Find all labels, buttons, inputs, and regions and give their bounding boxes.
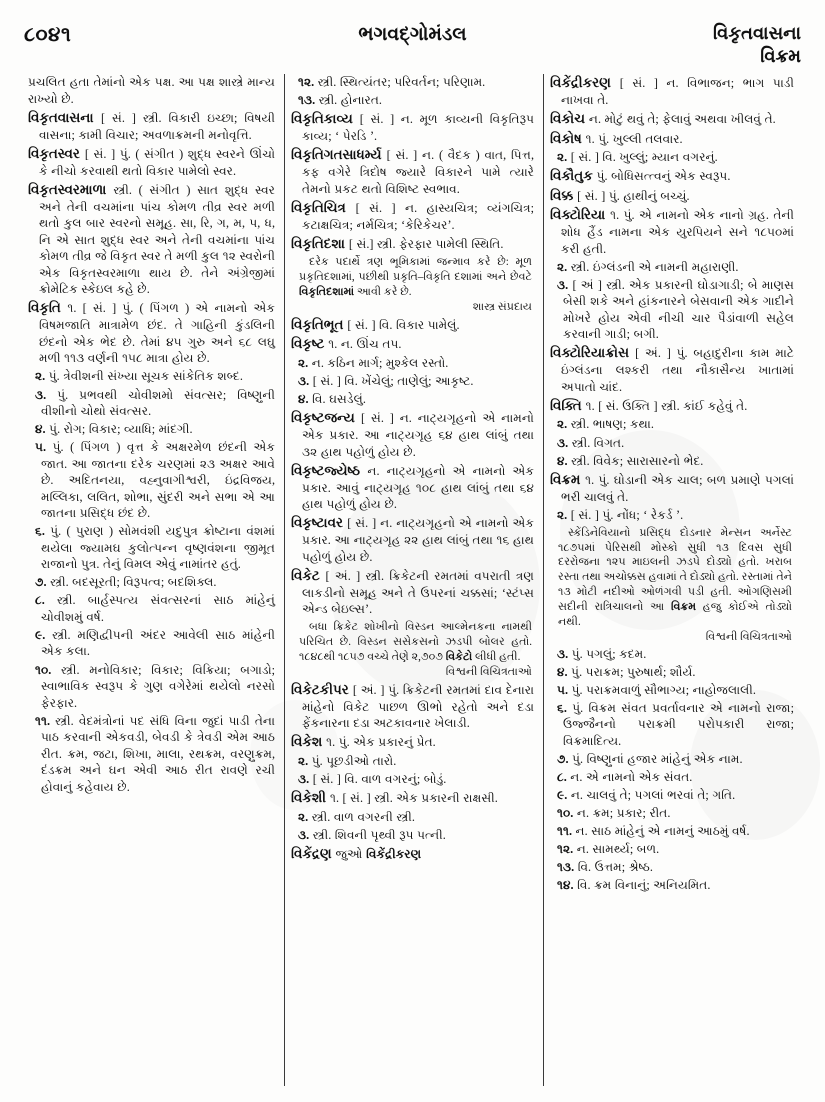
dictionary-entry [291, 235, 534, 253]
entry-headword: વિકેશ [291, 734, 327, 750]
quotation-source: વિશ્વની વિચિત્રતાઓ [445, 665, 532, 678]
entry-definition: [ સં. ] ન. ( વૈદક ) વાત, પિત્ત, કફ વગેરે ત્રિદોષ જ્યારે વિકારને પામે ત્યારે તેમનો પ્રકટ થતો વિશિષ્ટ સ્વભાવ. [302, 148, 534, 196]
entry-definition: જુઓ વિકેંદ્રીકરણ [335, 846, 422, 861]
dictionary-entry [550, 344, 794, 395]
dictionary-entry [291, 316, 534, 334]
entry-sense: ૬. પું. ( પુરાણ ) સોમવંશી યદુપુત્ર ક્રોષ્ટાના વંશમાં થયેલા જ્યામઘ કુલોત્પન્ન વૃષ્ણવંશના જીમૂત રાજાનો પુત્ર. તેનું વિમલ એવું નામાંતર હતું. [35, 524, 275, 572]
entry-definition: પું. બોધિસત્ત્વનું એક સ્વરૂપ. [596, 169, 731, 184]
page-folio-number: ૮૦૪૧ [24, 24, 72, 46]
sense-number: ૧૧. [557, 823, 576, 838]
sense-number: ૧૪. [557, 878, 578, 893]
entry-sense: ૧૩. વિ. ઉત્તમ; શ્રેષ્ઠ. [557, 860, 653, 875]
entry-definition: [ અં. ] પું. ક્રિકેટની રમતમાં દાવ દેનારા માંહેનો વિકેટ પાછળ ઊભો રહેતો અને દડા ફેંકનારના દડા અટકાવનાર ખેલાડી. [302, 682, 534, 731]
sense-number: ૨. [557, 507, 571, 522]
entry-sense: ૧૧. સ્ત્રી. વેદમંત્રોનાં પદ સંધિ વિના જુદાં પાડી તેના પાઠ કરવાની એકવડી, બેવડી કે ત્રેવડી એમ આઠ રીત. ક્રમ, જટા, શિખા, માલા, રથક્રમ, વરણુક્રમ, દંડક્રમ અને ઘન એવી આઠ રીત રાવણે રચી હોવાનું કહેવાય છે. [35, 713, 275, 794]
sense-number: ૬. [557, 700, 573, 715]
entry-definition: [ સં. ] ન. મૂળ કાવ્યની વિકૃતિરૂપ કાવ્ય; ‘ પેરડિ ’. [302, 112, 534, 144]
entry-sense: ૨. સ્ત્રી. ભાષણ; કથા. [557, 417, 654, 432]
entry-headword: વિકૃતિગતસાધર્મ્ય [291, 147, 387, 163]
entry-headword: વિકૃતિદશા [291, 235, 349, 251]
sense-number: ૧૦. [35, 662, 62, 677]
entry-headword: વિકૃતસ્વરમાળા [28, 181, 114, 197]
entry-headword: વિકૃતિભૂત [291, 316, 348, 332]
sense-number: ૩. [557, 435, 572, 450]
dictionary-entry [28, 145, 275, 180]
entry-sense: ૭. સ્ત્રી. બદસૂરતી; વિરૂપત્વ; બદશિક્લ. [35, 575, 217, 590]
sense-number: ૨. [298, 753, 312, 768]
entry-sense: ૩. [ સં. ] વિ. ખેંચેલું; તાણેલું; આકૃષ્ટ. [298, 373, 474, 388]
emphasised-term: વિકેટો [445, 650, 473, 663]
sense-number: ૮. [557, 769, 571, 784]
entry-definition: ૧. પું. ખુલ્લી તલવાર. [585, 131, 683, 146]
dictionary-entry [291, 789, 534, 807]
entry-sense: ૨. ન. કઠિન માર્ગ; મુશ્કેલ રસ્તો. [298, 355, 449, 370]
entry-definition: [ અં. ] સ્ત્રી. ક્રિકેટની રમતમાં વપરાતી ત્રણ લાકડીનો સમૂહ અને તે ઉપરનાં ચક્કસાં; ‘સ્ટંપ્સ એન્ડ બેઇલ્સ’. [302, 568, 535, 617]
sense-number: ૨. [557, 150, 571, 165]
entry-sense: ૨. પું. ત્રેવીશની સંખ્યા સૂચક સાંકેતિક શબ્દ. [35, 369, 243, 384]
quotation-source: શાસ્ત્ર સંપ્રદાય [472, 300, 532, 313]
entry-definition: ૧. પું. એક પ્રકારનું પ્રેત. [326, 735, 436, 750]
continued-text: પ્રચલિત હતા તેમાંનો એક પક્ષ. આ પક્ષ શાસ્ત્રે માન્ય રાખ્યો છે. [28, 75, 275, 106]
sense-number: ૧૩. [557, 860, 578, 875]
emphasised-term: વિકૃતિદશામાં [299, 285, 355, 298]
entry-definition: ૧. [ સં. ઉક્તિ ] સ્ત્રી. કાંઈ કહેવું તે. [585, 398, 748, 413]
entry-headword: વિકોષ [550, 130, 586, 146]
dictionary-entry [550, 397, 794, 415]
sense-number: ૧૦. [557, 805, 577, 820]
entry-headword: વિકૃતસ્વર [28, 145, 85, 161]
entry-sense: ૯. ન. ચાલવું તે; પગલાં ભરવાં તે; ગતિ. [557, 787, 736, 802]
sense-number: ૩. [35, 387, 58, 402]
dictionary-entry [550, 187, 794, 205]
dictionary-entry [28, 181, 275, 298]
sense-number: ૪. [298, 391, 313, 406]
entry-headword: વિક્ક [550, 187, 578, 203]
guide-word-last: વિક્રમ [760, 46, 801, 67]
sense-number: ૨. [557, 417, 571, 432]
entry-sense: ૩. સ્ત્રી. વિગત. [557, 435, 625, 450]
dictionary-title: ભગવદ્ગોમંડલ [358, 24, 467, 45]
entry-sense: ૩. પું. પ્રભવથી ચોવીશમો સંવત્સર; વિષ્ણુની વીશીનો ચોથો સંવત્સર. [35, 387, 275, 419]
entry-definition: [ સં. ] પું. ( સંગીત ) શુદ્ધ સ્વરને ઊંચો કે નીચો કરવાથી થતો વિકાર પામેલો સ્વર. [39, 146, 275, 178]
sense-number: ૩. [298, 827, 313, 842]
entry-headword: વિકૃષ્ટજ્યેષ્ઠ [291, 462, 368, 478]
sense-number: ૨. [298, 809, 312, 824]
dictionary-entry [291, 681, 534, 732]
emphasised-term: વિકેંદ્રીકરણ [366, 846, 422, 861]
entry-sense: ૮. ન. એ નામનો એક સંવત. [557, 769, 693, 784]
entry-definition: [ સં. ] ન. વિભાજન; ભાગ પાડી નાખવા તે. [561, 76, 794, 108]
entry-definition: ન. મોટું થવું તે; ફેલાવું અથવા ખીલવું તે. [588, 112, 776, 127]
dictionary-entry [291, 567, 534, 618]
entry-sense: ૫. પું. ( પિંગળ ) વૃત્ત કે અક્ષરમેળ છંદની એક જાત. આ જાતના દરેક ચરણમાં ૨૩ અક્ષર આવે છે. અદિતનયા, વહ્નુવાગીશ્વરી, ઇંદ્રવિજય, મલ્લિકા, લલિત, શોભા, સુંદરી અને સભા એ આ જાતના પ્રસિદ્ધ છંદ છે. [35, 440, 275, 521]
dictionary-entry [550, 471, 794, 506]
quotation-text: સ્કેંડિનેવિયાનો પ્રસિદ્ધ દોડનાર મેન્સન અર્નેસ્ટ ૧૮૭૫માં પેરિસથી મોસ્કો સુધી ૧૩ દિવસ સુધી દરરોજના ૧૨૫ માઇલની ઝડપે દોડ્યો હતો. ખરાબ રસ્તા તથા અચોક્કસ હવામાં તે દોડ્યો હતો. રસ્તામાં તેને ૧૩ મોટી નદીઓ ઓળંગવી પડી હતી. ઓગણિસમી સદીની રાત્રિચાલનો આ વિક્રમ હજુ કોઈએ તોડ્યો નથી. [558, 526, 792, 628]
text-column-3 [543, 74, 803, 1086]
sense-number: ૪. [35, 422, 50, 437]
sense-number: ૩. [557, 646, 572, 661]
illustrative-quotation [291, 254, 534, 300]
sense-number: ૧૨. [298, 75, 318, 89]
running-head [24, 20, 801, 74]
entry-definition: [ સં. ] ન. નાટ્યગૃહનો એ નામનો એક પ્રકાર. આ નાટ્યગૃહ ૨૨ હાથ લાંબું તથા ૧૬ હાથ પહોળું હોય છે. [302, 516, 534, 564]
dictionary-entry [291, 733, 534, 751]
entry-sense: ૬. પું. વિક્રમ સંવત પ્રવર્તાવનાર એ નામનો રાજા; ઉજ્જૈનનો પરાક્રમી પરોપકારી રાજા; વિક્રમાદિત્ય. [557, 700, 794, 748]
entry-headword: વિકૃષ્ટાવર [291, 515, 348, 531]
entry-sense: ૩. પું. પગલું; કદમ. [557, 646, 647, 661]
entry-sense: ૯. સ્ત્રી. મણિદ્વીપની અંદર આવેલી સાઠ માંહેની એક કલા. [35, 627, 275, 659]
dictionary-entry [28, 299, 275, 367]
entry-definition: [ અં. ] પું. બહાદુરીના કામ માટે ઇંગ્લંડના લશ્કરી તથા નૌકાસૈન્ય ખાતામાં અપાતો ચાંદ. [561, 346, 794, 394]
entry-headword: વિકોચ [550, 111, 589, 127]
sense-number: ૪. [557, 453, 572, 468]
guide-words [713, 22, 801, 68]
entry-headword: વિક્ટોરિયાક્રોસ [550, 345, 636, 361]
entry-headword: વિકેંદ્રીકરણ [550, 75, 620, 90]
entry-sense: ૩. [ સં. ] વિ. વાળ વગરનું; બોડું. [298, 771, 447, 786]
entry-headword: વિકૃતિચિત્ર [291, 199, 356, 215]
entry-sense: ૫. પું. પરાક્રમવાળું સૌભાગ્ય; નાહોજલાલી. [557, 682, 756, 697]
entry-sense: ૪. પું. પરાક્રમ; પુરુષાર્થ; શૌર્ય. [557, 664, 696, 679]
guide-word-first: વિકૃતવાસના [713, 23, 801, 43]
quotation-text: બધા ક્રિકેટ શોખીનો વિસ્ડન આલ્મેનકના નામથી પરિચિત છે. વિસ્ડન સસેકસનો ઝડપી બોલર હતો. ૧૮૪૮થી ૧૮૫૭ વચ્ચે તેણે ૨,૭૦૭ વિકેટો લીધી હતી. [299, 621, 532, 663]
entry-sense: ૨. સ્ત્રી. ઇંગ્લંડની એ નામની મહારાણી. [557, 259, 739, 274]
entry-definition: ૧. [ સં. ] સ્ત્રી. એક પ્રકારની રાક્ષસી. [329, 791, 498, 805]
sense-number: ૮. [35, 593, 57, 608]
entry-definition: ૧. ન. ઊંચ તપ. [328, 337, 402, 352]
entry-sense: ૪. સ્ત્રી. વિવેક; સારાસારનો ભેદ. [557, 453, 704, 468]
dictionary-entry [550, 167, 794, 185]
sense-number: ૭. [557, 751, 573, 766]
entry-sense: ૩. [ અં ] સ્ત્રી. એક પ્રકારની ઘોડાગાડી; બે માણસ બેસી શકે અને હાંકનારને બેસવાની એક ગાદીને મોખરે હોય એવી નીચી ચાર પૈડાંવાળી સહેલ કરવાની ગાડી; બગી. [557, 277, 794, 342]
entry-sense: ૨. [ સં. ] પું. નોંધ; ‘ રેકર્ડ ’. [557, 507, 684, 522]
dictionary-entry [291, 335, 534, 353]
dictionary-entry [550, 206, 794, 257]
dictionary-entry [291, 146, 534, 197]
entry-definition: સ્ત્રી. ( સંગીત ) સાત શુદ્ધ સ્વર અને તેની વચમાંના પાંચ કોમળ તીવ્ર સ્વર મળી થતો કુલ બાર સ્વરનો સમૂહ. સા, રિ, ગ, મ, પ, ધ, નિ એ સાત શુદ્ધ સ્વર અને તેની વચમાંના પાંચ કોમળ તીવ્ર જે વિકૃત સ્વર તે મળી કુલ ૧૨ સ્વરોની એક વિકૃતસ્વરમાળા થાય છે. તેને અંગ્રેજીમાં ક્રોમેટિક સ્કેઇલ કહે છે. [39, 182, 275, 297]
entry-definition: ૧. પું. ઘોડાની એક ચાલ; બળ પ્રમાણે પગલાં ભરી ચાલવું તે. [561, 472, 794, 504]
dictionary-entry [28, 109, 275, 144]
sense-number: ૪. [557, 664, 572, 679]
entry-definition: [ સં. ] પું. હાથીનું બચ્ચું. [577, 188, 690, 203]
entry-headword: વિકૃષ્ટજન્ય [291, 409, 362, 425]
entry-sense: ૨. પું. પૂછડીઓ તારો. [298, 753, 397, 768]
entry-headword: વિક્ટોરિયા [550, 207, 611, 223]
entry-headword: વિકેટ [291, 567, 326, 583]
entry-sense: ૧૦. ન. ક્રમ; પ્રકાર; રીત. [557, 805, 671, 820]
entry-definition: ૧. પું. એ નામનો એક નાનો ગ્રહ. તેની શોધ હૈંડ નામના એક યુરપિયને સને ૧૮૫૦માં કરી હતી. [561, 208, 794, 256]
entry-headword: વિકેંદ્રણ [291, 845, 336, 861]
entry-sense: ૧૪. વિ. ક્રમ વિનાનું; અનિયમિત. [557, 878, 711, 893]
dictionary-entry [291, 845, 534, 863]
entry-headword: વિકૃતિકાવ્ય [291, 111, 360, 127]
entry-definition: ન. નાટ્યગૃહનો એ નામનો એક પ્રકાર. આવું નાટ્યગૃહ ૧૦૮ હાથ લાંબું તથા ૬૪ હાથ પહોળું હોય છે. [302, 463, 534, 512]
entry-headword: વિકૃષ્ટ [291, 336, 329, 352]
sense-number: ૫. [35, 440, 53, 455]
quotation-source: વિશ્વની વિચિત્રતાઓ [705, 630, 792, 643]
sense-number: ૧૨. [557, 842, 577, 856]
sense-number: ૯. [557, 787, 571, 802]
text-column-2 [284, 74, 543, 1086]
emphasised-term: વિક્રમ [670, 600, 697, 613]
sense-number: ૭. [35, 575, 51, 590]
sense-number: ૫. [557, 682, 572, 697]
entry-headword: વિક્તિ [550, 397, 586, 413]
entry-headword: વિકેટકીપર [291, 681, 353, 697]
entry-sense: ૨. સ્ત્રી. વાળ વગરની સ્ત્રી. [298, 809, 415, 824]
illustrative-quotation [550, 525, 794, 630]
sense-number: ૩. [298, 373, 313, 388]
sense-number: ૬. [35, 524, 51, 539]
entry-sense: ૧૦. સ્ત્રી. મનોવિકાર; વિકાર; વિક્રિયા; બગાડો; સ્વાભાવિક સ્વરૂપ કે ગુણ વગેરેમાં થયેલો નરસો ફેરફાર. [35, 662, 275, 710]
sense-number: ૯. [35, 627, 53, 642]
entry-sense: ૩. સ્ત્રી. શિવની પૃથ્વી રૂપ પત્ની. [298, 827, 446, 842]
entry-definition: [ સં. ] ન. નાટ્યગૃહનો એ નામનો એક પ્રકાર. આ નાટ્યગૃહ ૬૪ હાથ લાંબું તથા ૩૨ હાથ પહોળું હોય છે. [302, 410, 534, 459]
entry-sense: ૪. પું. રોગ; વિકાર; વ્યાધિ; માંદગી. [35, 422, 193, 437]
entry-headword: વિકેશી [291, 790, 330, 805]
entry-headword: વિકૃતવાસના [28, 109, 101, 125]
entry-definition: ૧. [ સં. ] પું. ( પિંગળ ) એ નામનો એક વિષમજાતિ માત્રામેળ છંદ. તે ગાહિની કુંડલિની છંદનો એક ભેદ છે. તેમાં ૪૫ ગુરુ અને ૬૮ લઘુ મળી ૧૧૩ વર્ણની ૧૫૮ માત્રા હોય છે. [39, 301, 275, 366]
entry-headword: વિક્રમ [550, 471, 586, 487]
entry-sense: ૧૨. સ્ત્રી. સ્થિત્યંતર; પરિવર્તન; પરિણામ. [298, 75, 486, 89]
sense-number: ૨. [557, 259, 571, 274]
dictionary-entry [550, 74, 794, 109]
dictionary-entry [291, 462, 534, 513]
entry-definition: [ સં.] સ્ત્રી. ફેરફાર પામેલી સ્થિતિ. [348, 236, 504, 251]
sense-number: ૧૧. [35, 713, 56, 728]
entry-sense: ૧૧. ન. સાઠ માંહેનું એ નામનું આઠમું વર્ષ. [557, 823, 750, 838]
entry-sense: ૪. વિ. ઘસડેલું. [298, 391, 366, 406]
entry-sense: ૧૩. સ્ત્રી. હોનારત. [298, 93, 382, 108]
entry-sense: ૭. પું. વિષ્ણુનાં હજાર માંહેનું એક નામ. [557, 751, 743, 766]
dictionary-entry [291, 514, 534, 565]
dictionary-entry [550, 130, 794, 148]
dictionary-entry [291, 199, 534, 234]
sense-number: ૧૩. [298, 93, 319, 108]
sense-number: ૨. [298, 355, 312, 370]
illustrative-quotation [291, 619, 534, 665]
entry-headword: વિકૌતુક [550, 168, 597, 184]
text-column-1 [22, 74, 284, 1086]
quotation-text: દરેક પદાર્થે ત્રણ ભૂમિકામાં જન્માવ કરે છે: મૂળ પ્રકૃતિદશામાં, પછીથી પ્રકૃતિ–વિકૃતિ દશામાં અને છેવટે વિકૃતિદશામાં આવી કરે છે. [299, 256, 532, 298]
dictionary-entry [291, 409, 534, 460]
entry-definition: [ સં. ] સ્ત્રી. વિકારી ઇચ્છા; વિષયી વાસના; કામી વિચાર; અવળાક્રમની મનોવૃત્તિ. [39, 110, 275, 142]
entry-sense: ૮. સ્ત્રી. બાર્હસ્પત્ય સંવત્સરનાં સાઠ માંહેનું ચોવીશમું વર્ષ. [35, 593, 275, 624]
entry-sense: ૨. [ સં. ] વિ. ખુલ્લું; મ્યાન વગરનું. [557, 150, 718, 165]
column-container [22, 74, 803, 1086]
sense-number: ૩. [298, 771, 313, 786]
entry-headword: વિકૃતિ [28, 300, 68, 316]
dictionary-entry [291, 110, 534, 145]
entry-definition: [ સં. ] ન. હાસ્યચિત્ર; વ્યંગચિત્ર; કટાક્ષચિત્ર; નર્મચિત્ર; ‘કેરિકેચર’. [302, 200, 534, 232]
dictionary-entry [550, 110, 794, 128]
sense-number: ૩. [557, 277, 573, 292]
entry-definition: [ સં. ] વિ. વિકાર પામેલું. [347, 317, 460, 332]
sense-number: ૨. [35, 369, 49, 384]
entry-sense: ૧૨. ન. સામર્થ્ય; બળ. [557, 842, 660, 856]
